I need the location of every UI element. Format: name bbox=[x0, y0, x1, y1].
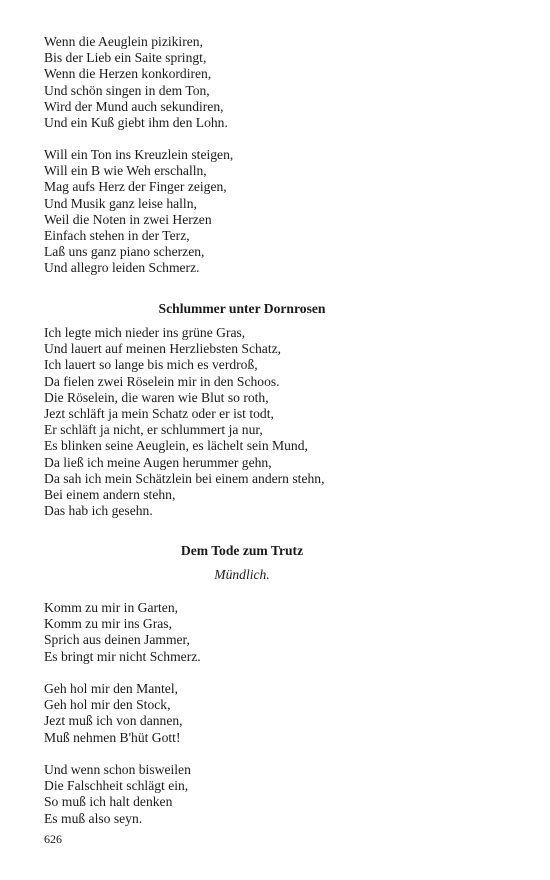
verse-line: Muß nehmen B'hüt Gott! bbox=[44, 729, 181, 745]
stanza-5 bbox=[44, 681, 183, 746]
verse-line: Da ließ ich meine Augen herummer gehn, bbox=[44, 454, 272, 470]
verse-line: Geh hol mir den Mantel, bbox=[44, 681, 179, 696]
verse-line: Weil die Noten in zwei Herzen bbox=[44, 211, 212, 227]
verse-line: Ich lauert so lange bis mich es verdroß, bbox=[44, 357, 258, 373]
verse-line: Die Röselein, die waren wie Blut so roth, bbox=[44, 389, 269, 405]
verse-line: Da sah ich mein Schätzlein bei einem andern stehn, bbox=[44, 470, 325, 486]
verse-line: Mag aufs Herz der Finger zeigen, bbox=[44, 179, 227, 195]
verse-line: Und ein Kuß giebt ihm den Lohn. bbox=[44, 115, 228, 131]
verse-line: So muß ich halt denken bbox=[44, 794, 173, 810]
verse-line: Komm zu mir in Garten, bbox=[44, 600, 179, 615]
verse-line: Er schläft ja nicht, er schlummert ja nur, bbox=[44, 422, 263, 438]
verse-line: Komm zu mir ins Gras, bbox=[44, 616, 172, 632]
verse-line: Bis der Lieb ein Saite springt, bbox=[44, 50, 207, 66]
verse-line: Es muß also seyn. bbox=[44, 810, 143, 826]
verse-line: Und schön singen in dem Ton, bbox=[44, 82, 210, 98]
verse-line: Wenn die Herzen konkordiren, bbox=[44, 66, 212, 82]
verse-line: Geh hol mir den Stock, bbox=[44, 697, 171, 713]
verse-line: Und allegro leiden Schmerz. bbox=[44, 260, 200, 276]
verse-line: Bei einem andern stehn, bbox=[44, 487, 176, 503]
stanza-2 bbox=[44, 147, 233, 277]
poem-source: Mündlich. bbox=[214, 567, 270, 582]
verse-line: Und lauert auf meinen Herzliebsten Schatz, bbox=[44, 341, 282, 357]
verse-line: Will ein Ton ins Kreuzlein steigen, bbox=[44, 147, 234, 162]
verse-line: Will ein B wie Weh erschalln, bbox=[44, 163, 207, 179]
verse-line: Es bringt mir nicht Schmerz. bbox=[44, 648, 201, 664]
stanza-1 bbox=[44, 34, 228, 131]
verse-line: Es blinken seine Aeuglein, es lächelt sein Mund, bbox=[44, 438, 308, 454]
verse-line: Und Musik ganz leise halln, bbox=[44, 195, 197, 211]
verse-line: Jezt muß ich von dannen, bbox=[44, 713, 183, 729]
verse-line: Sprich aus deinen Jammer, bbox=[44, 632, 190, 648]
poem-title: Schlummer unter Dornrosen bbox=[158, 301, 326, 316]
verse-line: Laß uns ganz piano scherzen, bbox=[44, 244, 205, 260]
stanza-3 bbox=[44, 325, 324, 519]
verse-line: Jezt schläft ja mein Schatz oder er ist todt, bbox=[44, 406, 274, 422]
poem-title: Dem Tode zum Trutz bbox=[180, 543, 304, 558]
verse-line: Ich legte mich nieder ins grüne Gras, bbox=[44, 325, 246, 340]
verse-line: Einfach stehen in der Terz, bbox=[44, 228, 190, 244]
verse-line: Und wenn schon bisweilen bbox=[44, 762, 191, 777]
verse-line: Das hab ich gesehn. bbox=[44, 503, 153, 519]
page-number: 626 bbox=[44, 832, 62, 846]
stanza-6 bbox=[44, 762, 191, 827]
stanza-4 bbox=[44, 600, 201, 665]
verse-line: Wird der Mund auch sekundiren, bbox=[44, 98, 224, 114]
verse-line: Wenn die Aeuglein pizikiren, bbox=[44, 34, 203, 49]
verse-line: Die Falschheit schlägt ein, bbox=[44, 778, 189, 794]
verse-line: Da fielen zwei Röselein mir in den Schoos. bbox=[44, 373, 280, 389]
